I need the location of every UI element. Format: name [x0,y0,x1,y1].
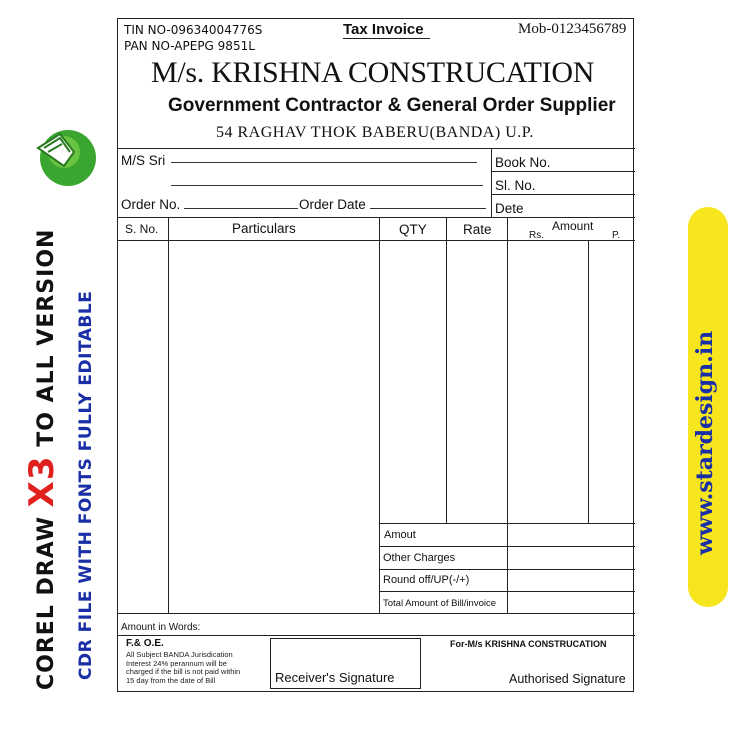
promo-line-2: CDR FILE WITH FONTS FULLY EDITABLE [76,290,96,680]
col-particulars: Particulars [232,221,296,236]
col-qty: QTY [399,222,427,237]
amount-in-words-label: Amount in Words: [121,622,201,633]
pan-number: PAN NO-APEPG 9851L [124,39,255,53]
website-url: www.stardesign.in [692,330,718,555]
order-no-label: Order No. [121,197,181,212]
col-sno: S. No. [125,222,159,236]
other-charges-label: Other Charges [383,552,456,564]
terms-line: charged if the bill is not paid within [126,667,241,676]
order-no-line[interactable] [184,208,298,209]
tin-number: TIN NO-09634004776S [124,23,263,37]
for-company-label: For-M/s KRISHNA CONSTRUCATION [450,639,607,649]
coreldraw-logo-icon [30,118,102,190]
fe-label: F.& O.E. [126,638,164,649]
terms-line: All Subject BANDA Jurisdication [126,650,233,659]
terms-line: Interest 24% perannum will be [126,658,227,668]
promo-line-1: COREL DRAW X3 TO ALL VERSION [22,228,62,690]
invoice-form [117,18,634,692]
receiver-signature-label: Receiver's Signature [275,670,395,685]
mobile-number: Mob-0123456789 [518,21,627,37]
sl-no-label: Sl. No. [495,178,536,193]
company-tagline: Government Contractor & General Order Supplier [168,95,616,116]
ms-sri-label: M/S Sri [121,153,166,168]
round-off-label: Round off/UP(-/+) [383,574,470,586]
document-type: Tax Invoice [343,21,430,39]
terms-block [126,651,274,685]
col-p: P. [612,230,621,241]
order-date-line[interactable] [370,208,486,209]
company-address: 54 RAGHAV THOK BABERU(BANDA) U.P. [216,124,534,141]
date-label: Dete [495,201,524,216]
authorised-signature-label: Authorised Signature [509,672,626,686]
company-name: M/s. KRISHNA CONSTRUCATION [151,56,595,89]
terms-line: 15 day from the date of Bill [126,675,216,685]
col-rs: Rs. [529,230,544,241]
total-amount-label: Amout [384,529,416,541]
order-date-label: Order Date [299,197,366,212]
ms-sri-line-2[interactable] [171,185,483,186]
grand-total-label: Total Amount of Bill/invoice [383,598,497,609]
col-rate: Rate [463,222,492,237]
book-no-label: Book No. [495,155,551,170]
col-amount: Amount [552,219,594,233]
ms-sri-line[interactable] [171,162,477,163]
